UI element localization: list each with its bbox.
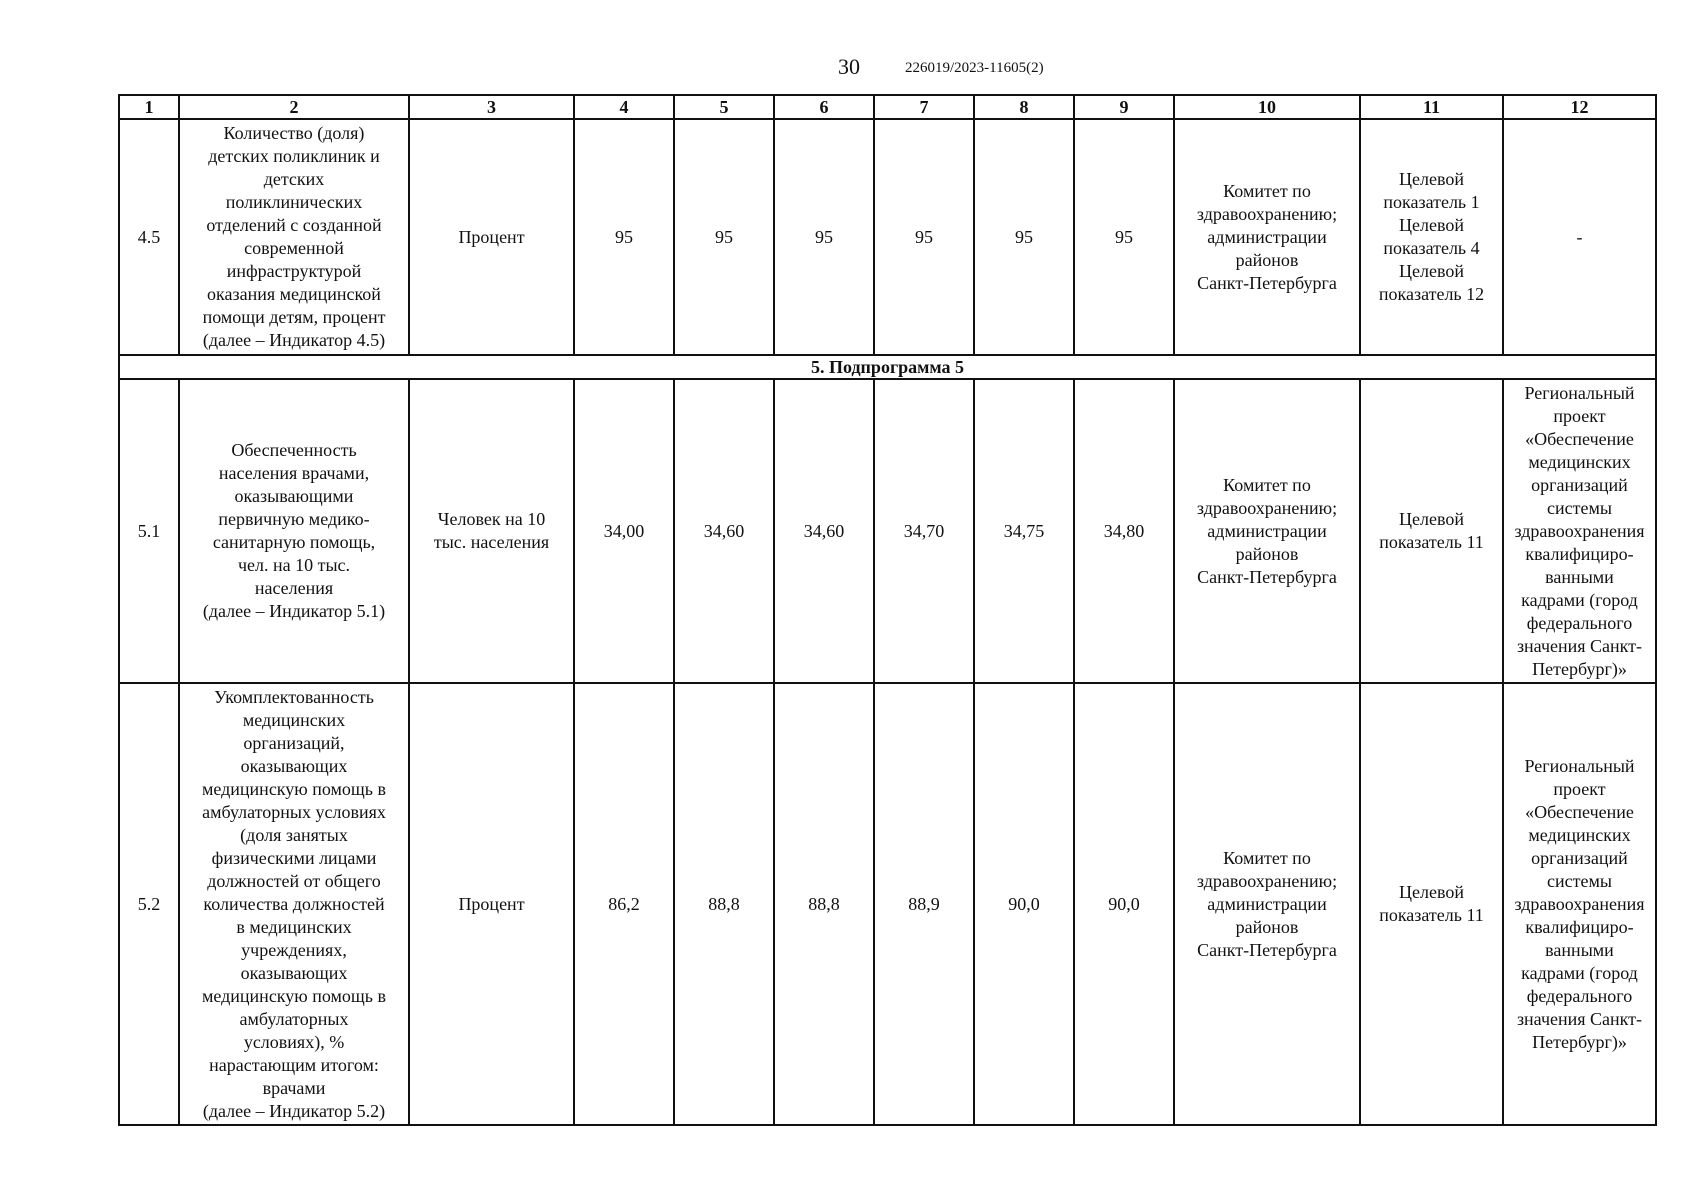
value-cell: 95: [574, 119, 674, 355]
row-number: 5.2: [119, 683, 179, 1125]
value-cell: 95: [674, 119, 774, 355]
column-header: 6: [774, 95, 874, 119]
unit-cell: Процент: [409, 683, 574, 1125]
value-cell: 95: [874, 119, 974, 355]
responsible-agency: Комитет по здравоохранению; администрации районов Санкт-Петербурга: [1174, 683, 1360, 1125]
column-header: 5: [674, 95, 774, 119]
unit-cell: Процент: [409, 119, 574, 355]
column-header: 8: [974, 95, 1074, 119]
column-header: 11: [1360, 95, 1503, 119]
row-number: 4.5: [119, 119, 179, 355]
row-number: 5.1: [119, 379, 179, 683]
column-header: 1: [119, 95, 179, 119]
target-indicator: Целевой показатель 11: [1360, 379, 1503, 683]
column-header: 3: [409, 95, 574, 119]
value-cell: 34,70: [874, 379, 974, 683]
indicator-name: Количество (доля) детских поликлиник и детских поликлинических отделений с созданной современной инфраструктурой оказания медицинской помощи детям, процент (далее – Индикатор 4.5): [179, 119, 409, 355]
column-number-row: [119, 95, 1656, 119]
document-code: 226019/2023-11605(2): [905, 60, 1044, 76]
regional-project: Региональный проект «Обеспечение медицинских организаций системы здравоохранения квалифициро- ванными кадрами (город федерального значения Санкт- Петербург)»: [1503, 379, 1656, 683]
responsible-agency: Комитет по здравоохранению; администрации районов Санкт-Петербурга: [1174, 379, 1360, 683]
value-cell: 88,8: [774, 683, 874, 1125]
value-cell: 34,60: [674, 379, 774, 683]
page-header: [0, 52, 1695, 82]
indicators-table: [118, 94, 1657, 1126]
target-indicator: Целевой показатель 11: [1360, 683, 1503, 1125]
value-cell: 90,0: [974, 683, 1074, 1125]
target-indicator: Целевой показатель 1 Целевой показатель 4 Целевой показатель 12: [1360, 119, 1503, 355]
value-cell: 88,8: [674, 683, 774, 1125]
regional-project: Региональный проект «Обеспечение медицинских организаций системы здравоохранения квалифициро- ванными кадрами (город федерального значения Санкт- Петербург)»: [1503, 683, 1656, 1125]
value-cell: 34,00: [574, 379, 674, 683]
section-title: 5. Подпрограмма 5: [119, 355, 1656, 379]
value-cell: 34,80: [1074, 379, 1174, 683]
section-row: [119, 355, 1656, 379]
regional-project: -: [1503, 119, 1656, 355]
table-row: [119, 379, 1656, 683]
value-cell: 95: [974, 119, 1074, 355]
value-cell: 90,0: [1074, 683, 1174, 1125]
table-row: [119, 683, 1656, 1125]
value-cell: 86,2: [574, 683, 674, 1125]
indicator-name: Укомплектованность медицинских организаций, оказывающих медицинскую помощь в амбулаторных условиях (доля занятых физическими лицами должностей от общего количества должностей в медицинских учреждениях, оказывающих медицинскую помощь в амбулаторных условиях), % нарастающим итогом: врачами (далее – Индикатор 5.2): [179, 683, 409, 1125]
table-row: [119, 119, 1656, 355]
responsible-agency: Комитет по здравоохранению; администрации районов Санкт-Петербурга: [1174, 119, 1360, 355]
column-header: 10: [1174, 95, 1360, 119]
column-header: 7: [874, 95, 974, 119]
value-cell: 95: [1074, 119, 1174, 355]
value-cell: 88,9: [874, 683, 974, 1125]
unit-cell: Человек на 10 тыс. населения: [409, 379, 574, 683]
value-cell: 95: [774, 119, 874, 355]
indicator-name: Обеспеченность населения врачами, оказывающими первичную медико- санитарную помощь, чел. на 10 тыс. населения (далее – Индикатор 5.1): [179, 379, 409, 683]
page-number: 30: [838, 54, 860, 79]
value-cell: 34,75: [974, 379, 1074, 683]
value-cell: 34,60: [774, 379, 874, 683]
column-header: 4: [574, 95, 674, 119]
column-header: 2: [179, 95, 409, 119]
column-header: 9: [1074, 95, 1174, 119]
column-header: 12: [1503, 95, 1656, 119]
